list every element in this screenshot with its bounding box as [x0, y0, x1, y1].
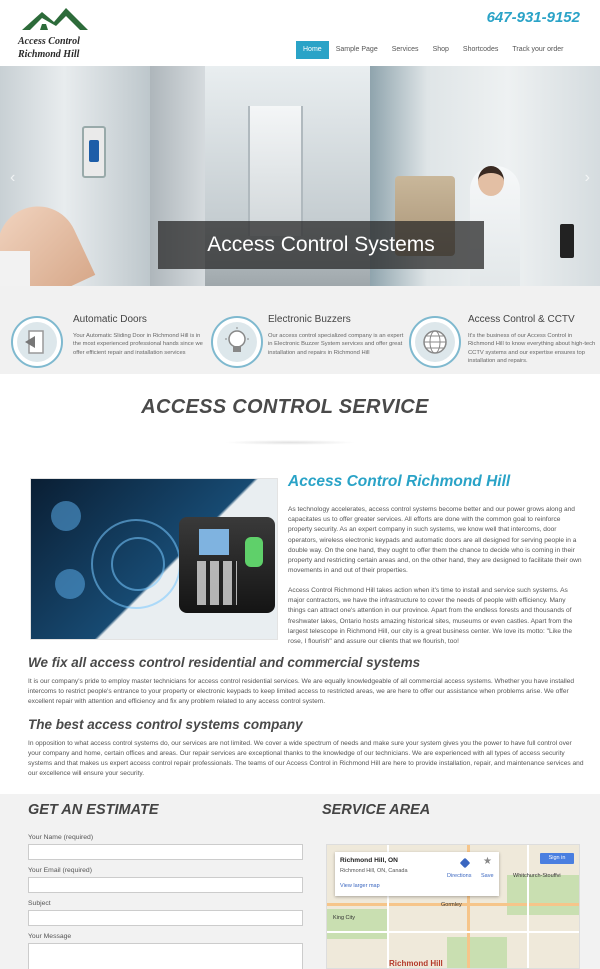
service-area-title: SERVICE AREA	[322, 802, 431, 818]
feature-icon-circle	[409, 316, 461, 368]
globe-icon	[419, 326, 451, 358]
nav-track-order[interactable]: Track your order	[512, 46, 564, 53]
email-label: Your Email (required)	[28, 867, 92, 874]
name-field[interactable]	[28, 844, 303, 860]
feature-automatic-doors[interactable]	[11, 286, 211, 374]
service-area-map[interactable]	[326, 844, 580, 969]
slider-next-icon[interactable]: ›	[584, 169, 590, 186]
device-screen	[199, 529, 229, 555]
slider-prev-icon[interactable]: ‹	[10, 169, 16, 186]
name-label: Your Name (required)	[28, 834, 94, 841]
door-exit-icon	[21, 326, 53, 358]
hero-sleeve	[0, 251, 30, 286]
map-label: Gormley	[441, 902, 462, 908]
section-heading: We fix all access control residential and commercial systems	[28, 655, 421, 670]
view-larger-map-link[interactable]: View larger map	[340, 883, 380, 889]
map-place-card	[335, 852, 499, 896]
message-field[interactable]	[28, 943, 303, 969]
logo-text-line1: Access Control	[18, 36, 80, 47]
nav-shortcodes[interactable]: Shortcodes	[462, 46, 499, 53]
device-keys	[197, 561, 237, 605]
wall-reader	[560, 224, 574, 258]
user-icon	[55, 569, 85, 599]
fingerprint-reader	[82, 126, 106, 178]
access-control-photo	[30, 478, 278, 640]
article-paragraph: Access Control Richmond Hill takes action when it's time to install and service such systems. As major contractors, we have the infrastructure to cover the needs of people with efficiency. Many things can attract one's attention in our province. Apart from the endless forests and thousands of freshwater lakes, Ontario hosts amazing historical sites, museums or even castles. Apart from the largest telescope in Richmond Hill, our city is a great business center. We love its motto: "Like the rose, I flourish" and assure our clients that we flourish, too!	[288, 587, 573, 646]
home-icon	[51, 501, 81, 531]
lightbulb-icon	[221, 326, 253, 358]
hero-nurse-head	[478, 166, 504, 196]
article-paragraph: As technology accelerates, access control systems become better and our power grows along and capacitates us to offer greater services. All efforts are done with the common goal to reinforce property security. As an expert company in such systems, we know well that intercoms, door operators, wireless electronic keypads and automatic doors are all designed for serving people in a double way. On the one hand, they ought to offer them the chance to decide who is coming in their property and restricting certain areas and, on the other hand, they are designed to facilitate their own movements in and out of their properties.	[288, 506, 582, 575]
directions-icon[interactable]	[460, 858, 471, 869]
bottom-section	[0, 794, 600, 969]
house-roof-icon	[20, 4, 90, 34]
fingerprint-sensor	[245, 537, 263, 567]
feature-text: Our access control specialized company is an expert in Electronic Buzzer System services and offer great installation and repairs in Richmond Hill	[268, 333, 404, 356]
map-city-label: Richmond Hill	[389, 959, 443, 968]
logo-text-line2: Richmond Hill	[18, 49, 80, 60]
star-icon[interactable]: ★	[483, 856, 492, 867]
phone-number[interactable]: 647-931-9152	[486, 9, 580, 26]
site-header	[0, 0, 600, 66]
feature-title: Electronic Buzzers	[268, 314, 351, 325]
main-nav	[296, 41, 570, 59]
feature-title: Access Control & CCTV	[468, 314, 575, 325]
nav-shop[interactable]: Shop	[432, 46, 449, 53]
subject-label: Subject	[28, 900, 51, 907]
hero-slider	[0, 66, 600, 286]
map-place-subtitle: Richmond Hill, ON, Canada	[340, 868, 408, 874]
heading-divider	[224, 440, 356, 445]
site-logo[interactable]	[14, 4, 104, 64]
sign-in-button[interactable]: Sign in	[540, 853, 574, 864]
estimate-title: GET AN ESTIMATE	[28, 802, 159, 818]
map-place-title: Richmond Hill, ON	[340, 857, 398, 864]
service-heading: ACCESS CONTROL SERVICE	[141, 396, 429, 418]
feature-access-control-cctv[interactable]	[409, 286, 599, 374]
email-field[interactable]	[28, 877, 303, 893]
features-strip	[0, 286, 600, 374]
feature-icon-circle	[11, 316, 63, 368]
section-heading: The best access control systems company	[28, 717, 303, 732]
map-label: King City	[333, 915, 356, 921]
feature-text: Your Automatic Sliding Door in Richmond Hill is in the most experienced professional hands since we offer efficient repair and installation services	[73, 333, 203, 356]
hero-corridor-end	[248, 106, 303, 236]
hero-caption-text: Access Control Systems	[207, 233, 435, 256]
message-label: Your Message	[28, 933, 72, 940]
map-label: Whitchurch-Stouffvi	[513, 873, 561, 879]
feature-icon-circle	[211, 316, 263, 368]
feature-title: Automatic Doors	[73, 314, 147, 325]
section-paragraph: In opposition to what access control systems do, our services are not limited. We cover a wide spectrum of needs and make sure your system gives you the power to have full control over your company and home, certain offices and areas. Our repair services are exceptional thanks to the knowledge of our technicians. We are experienced with all types of access security systems and that makes us expert access control repair professionals. The teams of our Access Control in Richmond Hill are here to provide installation, repair, and maintenance services and our excellence will ensure your security.	[28, 740, 584, 777]
hero-caption	[158, 221, 484, 269]
article-title: Access Control Richmond Hill	[288, 473, 511, 490]
save-link[interactable]: Save	[481, 873, 494, 879]
subject-field[interactable]	[28, 910, 303, 926]
nav-home[interactable]: Home	[296, 41, 329, 59]
section-paragraph: It is our company's pride to employ master technicians for access control residential services. We are equally knowledgeable of all commercial access systems. Whether you have installed intercoms to restrict people's entrance to your property or electronic keypads to keep limited access to restricted areas, we are here to offer our assistance when problems arise. We offer excellent repair with attention and efficiency and fix any problem related to any access control system.	[28, 678, 575, 705]
nav-services[interactable]: Services	[391, 46, 419, 53]
directions-link[interactable]: Directions	[447, 873, 472, 879]
feature-electronic-buzzers[interactable]	[211, 286, 411, 374]
nav-sample-page[interactable]: Sample Page	[335, 46, 378, 53]
feature-text: It's the business of our Access Control in Richmond Hill to know everything about high-tech CCTV systems and our expertise ensures top installation and repairs.	[468, 333, 596, 365]
